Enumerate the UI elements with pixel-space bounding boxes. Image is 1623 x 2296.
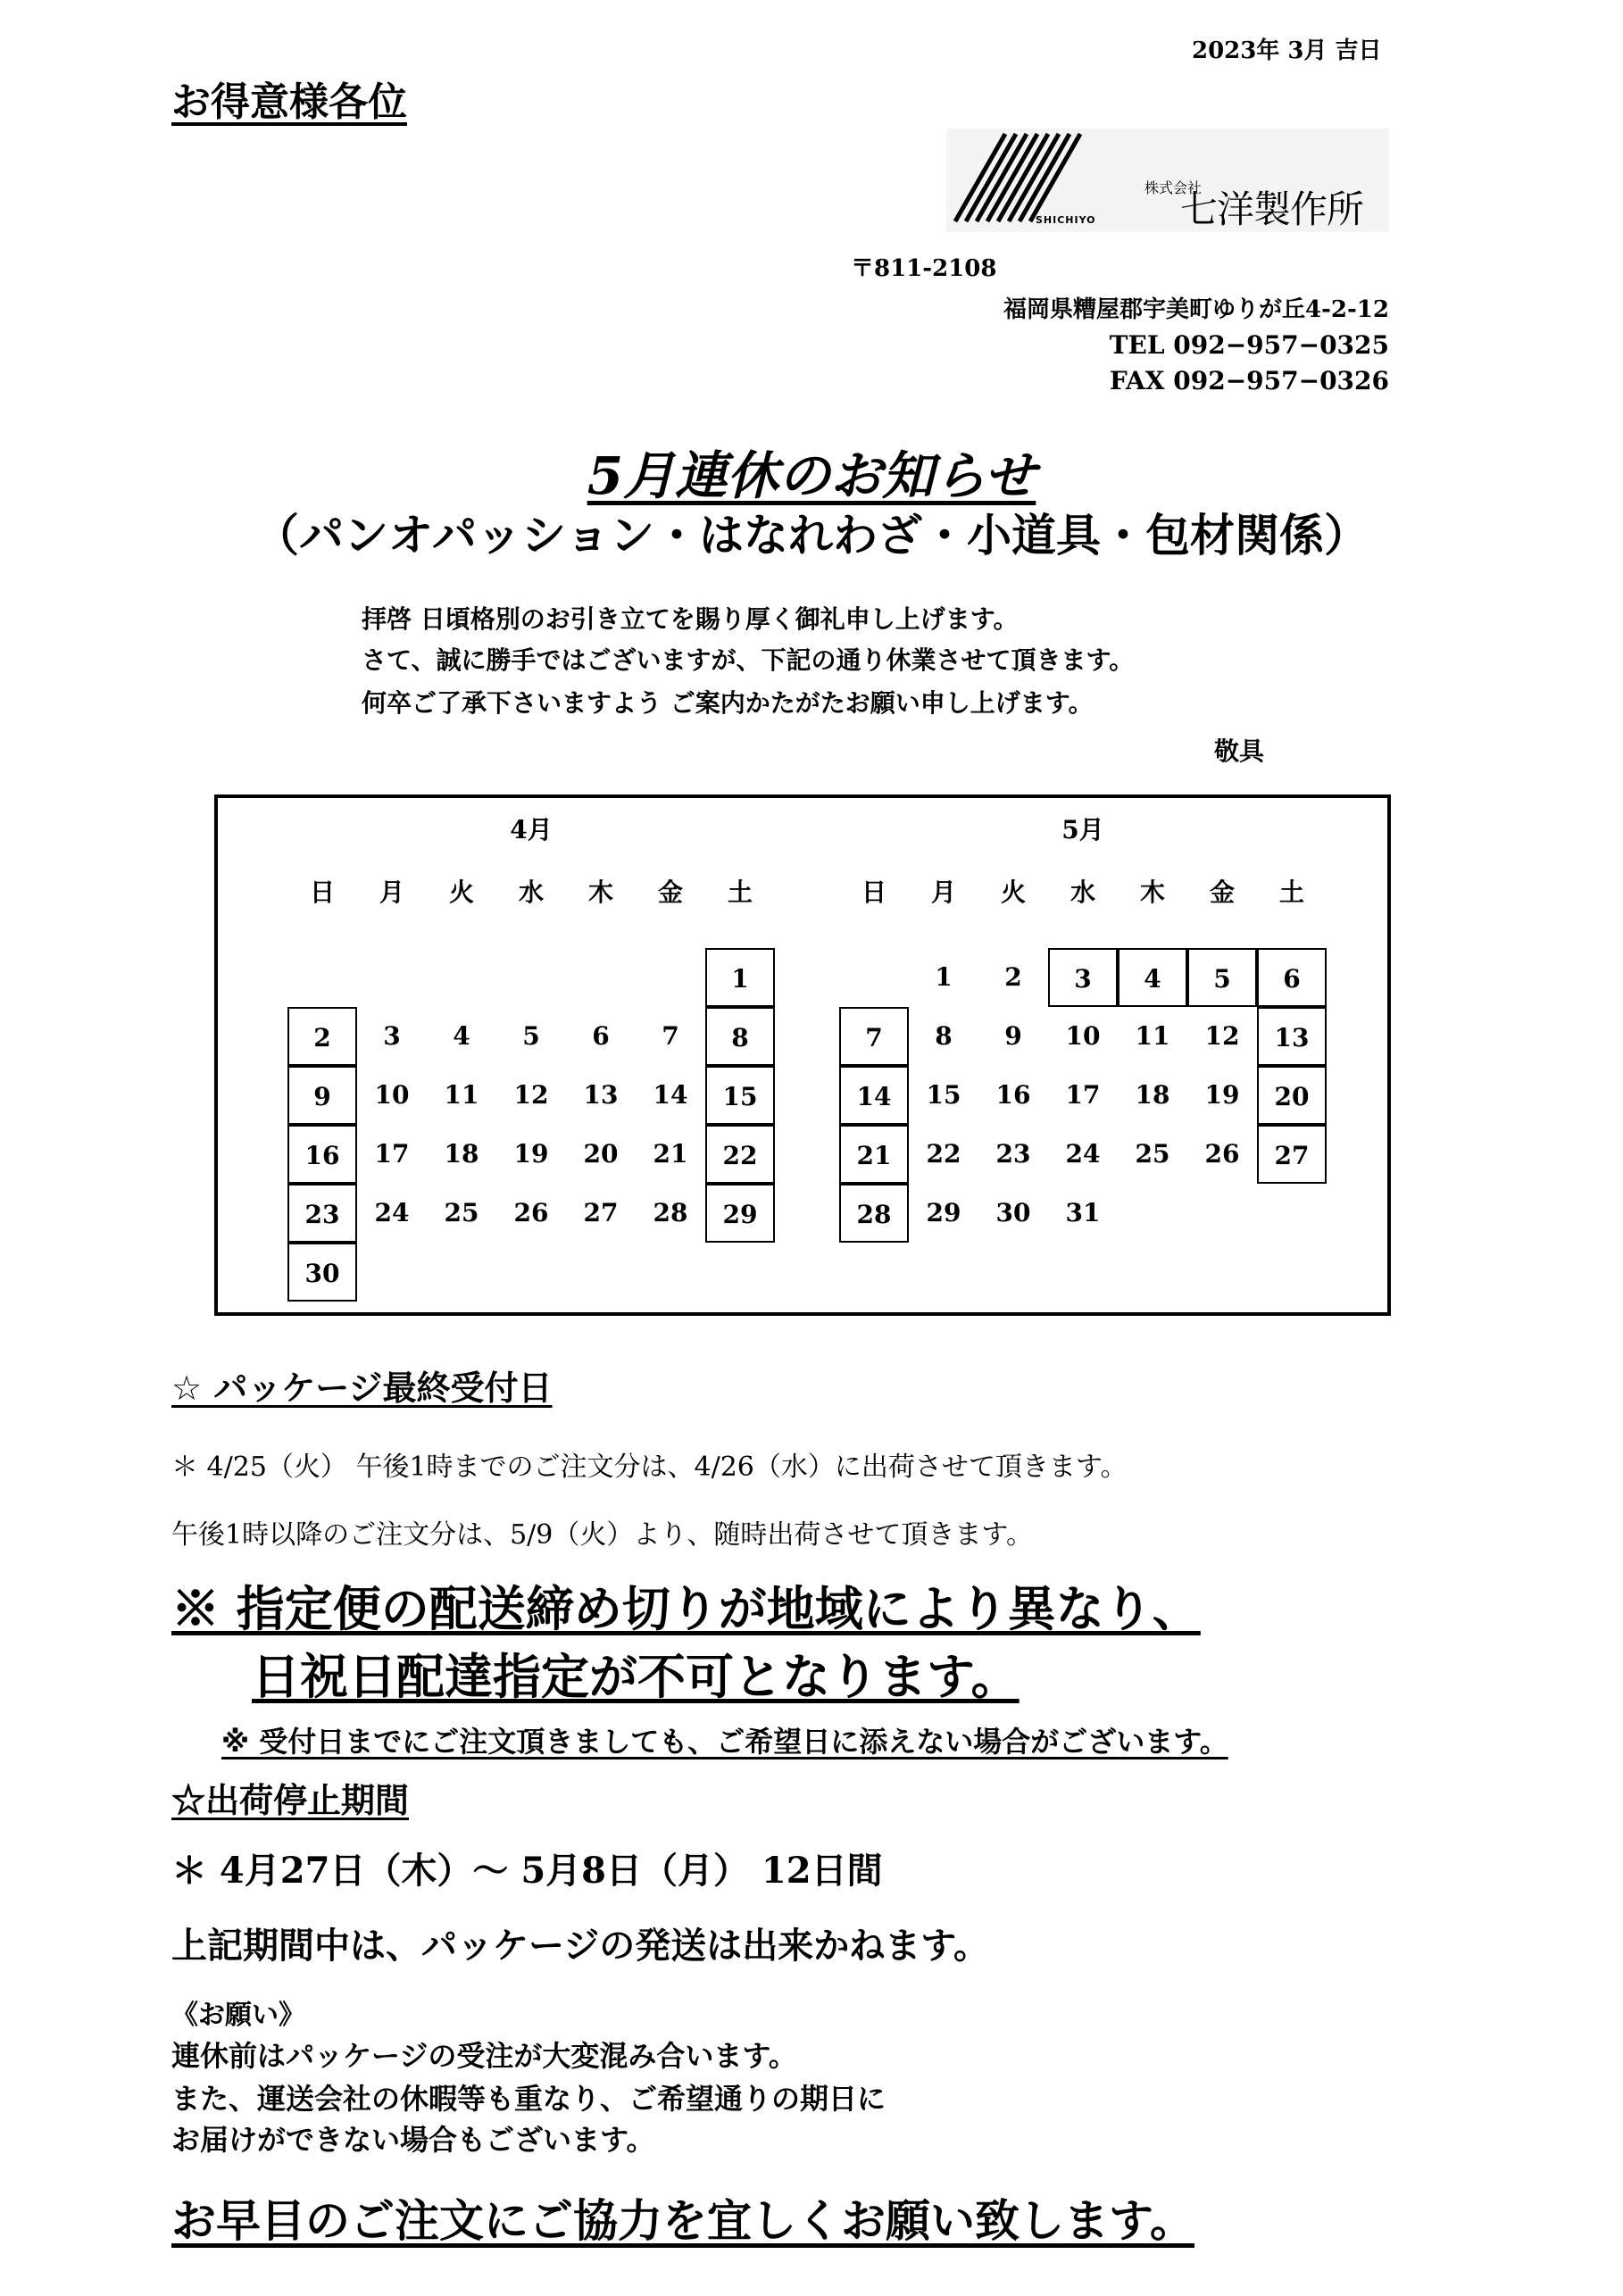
calendar-day-cell: 19	[1204, 1080, 1240, 1110]
delivery-warning-line: 日祝日配達指定が不可となります。	[252, 1648, 1020, 1705]
section-heading-shipping-stop: ☆出荷停止期間	[171, 1780, 410, 1820]
calendar-day-cell: 12	[513, 1080, 549, 1110]
calendar-holiday-cell: 28	[839, 1184, 909, 1243]
after-cutoff-detail: 午後1時以降のご注文分は、5/9（火）より、随時出荷させて頂きます。	[171, 1519, 1033, 1551]
logo-kabushiki: 株式会社	[1144, 179, 1203, 196]
calendar-day-cell: 24	[374, 1198, 410, 1227]
calendar-weekday-label: 日	[861, 878, 886, 907]
greeting-line: 拝啓 日頃格別のお引き立てを賜り厚く御礼申し上げます。	[362, 604, 1019, 634]
calendar-day-cell: 14	[653, 1080, 688, 1110]
recipient-line: お得意様各位	[171, 79, 407, 125]
notice-subtitle: （パンオパッション・はなれわざ・小道具・包材関係）	[254, 509, 1369, 562]
calendar-day-cell: 27	[583, 1198, 619, 1227]
calendar-day-cell: 13	[583, 1080, 619, 1110]
company-logo	[946, 129, 1389, 232]
calendar-day-cell: 4	[453, 1021, 470, 1051]
calendar-holiday-cell: 15	[705, 1066, 775, 1125]
calendar-holiday-cell: 5	[1187, 948, 1257, 1007]
calendar-day-cell: 23	[995, 1139, 1031, 1169]
logo-english-name: SHICHIYO	[1036, 214, 1096, 226]
calendar-weekday-label: 木	[1139, 878, 1165, 907]
calendar-day-cell: 16	[995, 1080, 1031, 1110]
calendar-day-cell: 26	[513, 1198, 549, 1227]
calendar-day-cell: 30	[995, 1198, 1031, 1227]
request-heading: 《お願い》	[171, 2000, 305, 2031]
calendar-holiday-cell: 20	[1257, 1066, 1327, 1125]
company-tel: TEL 092−957−0325	[1109, 330, 1389, 360]
calendar-day-cell: 26	[1204, 1139, 1240, 1169]
calendar-holiday-cell: 7	[839, 1007, 909, 1066]
request-line: 連休前はパッケージの受注が大変混み合います。	[171, 2039, 797, 2073]
calendar-day-cell: 9	[1004, 1021, 1022, 1051]
closing-salutation: 敬具	[1214, 736, 1265, 766]
shipping-stop-note: 上記期間中は、パッケージの発送は出来かねます。	[171, 1925, 989, 1967]
calendar-day-cell: 10	[1065, 1021, 1101, 1051]
section-heading-last-order: ☆ パッケージ最終受付日	[171, 1368, 553, 1408]
request-line: お届けができない場合もございます。	[171, 2123, 655, 2157]
calendar-weekday-label: 火	[448, 878, 474, 907]
calendar-day-cell: 28	[653, 1198, 688, 1227]
calendar-weekday-label: 月	[379, 878, 404, 907]
calendar-weekday-label: 水	[1070, 878, 1095, 907]
calendar-day-cell: 25	[444, 1198, 479, 1227]
calendar-holiday-cell: 8	[705, 1007, 775, 1066]
calendar-holiday-cell: 4	[1118, 948, 1187, 1007]
calendar-holiday-cell: 6	[1257, 948, 1327, 1007]
calendar-holiday-cell: 3	[1048, 948, 1118, 1007]
calendar-weekday-label: 火	[1000, 878, 1026, 907]
calendar-day-cell: 18	[1135, 1080, 1170, 1110]
calendar-holiday-cell: 30	[287, 1243, 357, 1302]
calendar-day-cell: 3	[383, 1021, 401, 1051]
calendar-day-cell: 11	[444, 1080, 479, 1110]
document-date: 2023年 3月 吉日	[1192, 37, 1382, 64]
calendar-day-cell: 17	[1065, 1080, 1101, 1110]
holiday-calendar	[214, 794, 1391, 1316]
calendar-day-cell: 22	[926, 1139, 961, 1169]
calendar-holiday-cell: 13	[1257, 1007, 1327, 1066]
delivery-note: ※ 受付日までにご注文頂きましても、ご希望日に添えない場合がございます。	[221, 1725, 1228, 1759]
calendar-holiday-cell: 2	[287, 1007, 357, 1066]
calendar-day-cell: 11	[1135, 1021, 1170, 1051]
calendar-weekday-label: 木	[587, 878, 613, 907]
calendar-weekday-label: 金	[657, 878, 683, 907]
calendar-weekday-label: 土	[1278, 878, 1304, 907]
calendar-day-cell: 2	[1004, 962, 1022, 992]
calendar-weekday-label: 金	[1209, 878, 1235, 907]
calendar-day-cell: 21	[653, 1139, 688, 1169]
calendar-holiday-cell: 23	[287, 1184, 357, 1243]
calendar-day-cell: 10	[374, 1080, 410, 1110]
calendar-day-cell: 31	[1065, 1198, 1101, 1227]
calendar-month-label: 4月	[510, 815, 553, 844]
calendar-holiday-cell: 9	[287, 1066, 357, 1125]
calendar-day-cell: 12	[1204, 1021, 1240, 1051]
postal-code: 〒811-2108	[851, 255, 997, 282]
calendar-holiday-cell: 16	[287, 1125, 357, 1184]
calendar-day-cell: 20	[583, 1139, 619, 1169]
calendar-day-cell: 18	[444, 1139, 479, 1169]
calendar-weekday-label: 水	[518, 878, 544, 907]
last-order-detail: ＊ 4/25（火） 午後1時までのご注文分は、4/26（水）に出荷させて頂きます。	[171, 1452, 1128, 1483]
closing-request: お早目のご注文にご協力を宜しくお願い致します。	[171, 2194, 1194, 2247]
calendar-day-cell: 5	[522, 1021, 540, 1051]
calendar-holiday-cell: 29	[705, 1184, 775, 1243]
company-fax: FAX 092−957−0326	[1109, 366, 1389, 395]
calendar-day-cell: 24	[1065, 1139, 1101, 1169]
calendar-day-cell: 17	[374, 1139, 410, 1169]
calendar-holiday-cell: 14	[839, 1066, 909, 1125]
calendar-holiday-cell: 21	[839, 1125, 909, 1184]
request-line: また、運送会社の休暇等も重なり、ご希望通りの期日に	[171, 2082, 886, 2116]
calendar-day-cell: 6	[592, 1021, 610, 1051]
calendar-weekday-label: 日	[309, 878, 335, 907]
calendar-day-cell: 25	[1135, 1139, 1170, 1169]
calendar-day-cell: 8	[935, 1021, 953, 1051]
calendar-weekday-label: 土	[727, 878, 753, 907]
calendar-month-label: 5月	[1061, 815, 1104, 844]
calendar-weekday-label: 月	[930, 878, 956, 907]
company-address: 福岡県糟屋郡宇美町ゆりが丘4-2-12	[1003, 296, 1389, 323]
greeting-line: さて、誠に勝手ではございますが、下記の通り休業させて頂きます。	[362, 645, 1135, 675]
calendar-day-cell: 15	[926, 1080, 961, 1110]
notice-title: 5月連休のお知らせ	[587, 445, 1036, 506]
calendar-day-cell: 29	[926, 1198, 961, 1227]
shipping-stop-period: ＊ 4月27日（木）～ 5月8日（月） 12日間	[171, 1850, 883, 1892]
logo-company-name: 七洋製作所	[1180, 187, 1364, 231]
delivery-warning-line: ※ 指定便の配送締め切りが地域により異なり、	[171, 1580, 1201, 1637]
calendar-holiday-cell: 27	[1257, 1125, 1327, 1184]
calendar-day-cell: 19	[513, 1139, 549, 1169]
calendar-holiday-cell: 1	[705, 948, 775, 1007]
calendar-day-cell: 1	[935, 962, 953, 992]
calendar-holiday-cell: 22	[705, 1125, 775, 1184]
calendar-day-cell: 7	[662, 1021, 679, 1051]
greeting-line: 何卒ご了承下さいますよう ご案内かたがたお願い申し上げます。	[362, 688, 1094, 718]
